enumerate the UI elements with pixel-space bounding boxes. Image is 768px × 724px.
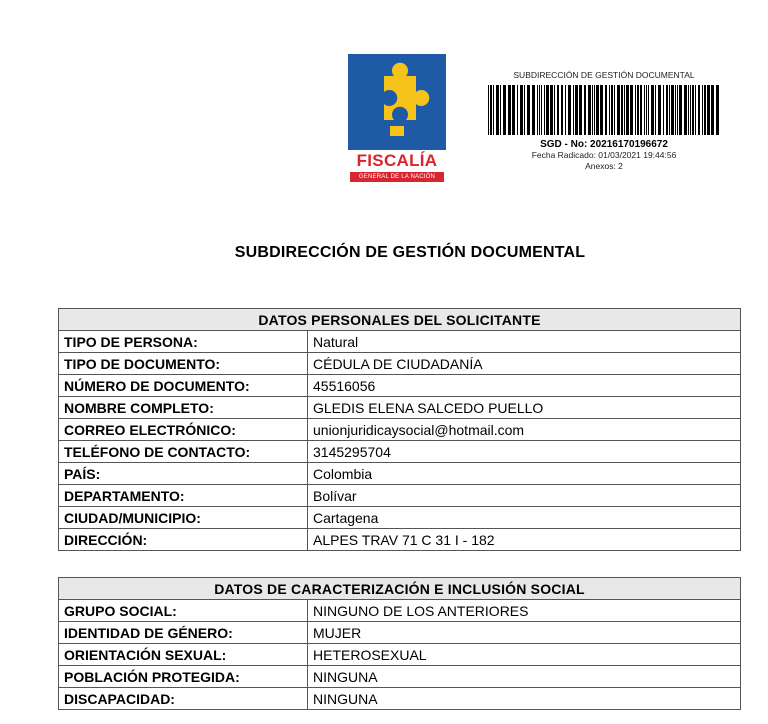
barcode-bar xyxy=(594,85,595,135)
row-label: DEPARTAMENTO: xyxy=(59,485,308,507)
barcode-bar xyxy=(557,85,559,135)
row-value: NINGUNO DE LOS ANTERIORES xyxy=(308,600,741,622)
barcode-bar xyxy=(503,85,506,135)
row-label: DIRECCIÓN: xyxy=(59,529,308,551)
table-row xyxy=(59,463,741,485)
barcode-bar xyxy=(702,85,703,135)
row-label: CORREO ELECTRÓNICO: xyxy=(59,419,308,441)
row-value: Natural xyxy=(308,331,741,353)
barcode-bar xyxy=(655,85,656,135)
barcode-bar xyxy=(539,85,540,135)
barcode-bar xyxy=(584,85,586,135)
barcode-bar xyxy=(488,85,489,135)
barcode-bar xyxy=(617,85,620,135)
barcode-bar xyxy=(605,85,607,135)
row-value: NINGUNA xyxy=(308,688,741,710)
row-value: MUJER xyxy=(308,622,741,644)
barcode-bar xyxy=(716,85,719,135)
puzzle-icon xyxy=(362,62,432,142)
table-row xyxy=(59,622,741,644)
row-value: GLEDIS ELENA SALCEDO PUELLO xyxy=(308,397,741,419)
barcode-bar xyxy=(508,85,511,135)
row-value: HETEROSEXUAL xyxy=(308,644,741,666)
anexos-count: Anexos: 2 xyxy=(585,161,623,171)
barcode-bar xyxy=(573,85,574,135)
barcode-bar xyxy=(575,85,578,135)
barcode-bar xyxy=(688,85,689,135)
row-value: 45516056 xyxy=(308,375,741,397)
logo-blue-panel xyxy=(348,54,446,150)
barcode-bar xyxy=(596,85,599,135)
row-value: 3145295704 xyxy=(308,441,741,463)
row-value: Colombia xyxy=(308,463,741,485)
barcode-bar xyxy=(614,85,615,135)
barcode-bar xyxy=(592,85,593,135)
barcode-bar xyxy=(684,85,687,135)
barcode-bar xyxy=(609,85,610,135)
barcode-bar xyxy=(669,85,670,135)
row-label: NOMBRE COMPLETO: xyxy=(59,397,308,419)
row-value: unionjuridicaysocial@hotmail.com xyxy=(308,419,741,441)
row-label: TELÉFONO DE CONTACTO: xyxy=(59,441,308,463)
barcode-bar xyxy=(666,85,668,135)
barcode-bar xyxy=(679,85,682,135)
barcode-bar xyxy=(493,85,494,135)
logo-name: FISCALÍA xyxy=(356,151,438,170)
barcode-bar xyxy=(490,85,492,135)
barcode-bar xyxy=(635,85,636,135)
page-title: SUBDIRECCIÓN DE GESTIÓN DOCUMENTAL xyxy=(234,244,586,261)
barcode xyxy=(486,85,722,135)
barcode-bar xyxy=(550,85,553,135)
barcode-bar xyxy=(579,85,582,135)
barcode-bar xyxy=(707,85,710,135)
personal-data-header: DATOS PERSONALES DEL SOLICITANTE xyxy=(59,309,741,331)
barcode-bar xyxy=(520,85,523,135)
sgd-number: SGD - No: 20216170196672 xyxy=(540,139,668,150)
row-label: PAÍS: xyxy=(59,463,308,485)
barcode-bar xyxy=(527,85,530,135)
row-label: IDENTIDAD DE GÉNERO: xyxy=(59,622,308,644)
barcode-bar xyxy=(554,85,555,135)
barcode-bar xyxy=(671,85,674,135)
fecha-radicado: Fecha Radicado: 01/03/2021 19:44:56 xyxy=(531,150,677,160)
table-row xyxy=(59,644,741,666)
barcode-bar xyxy=(675,85,676,135)
barcode-bar xyxy=(546,85,549,135)
barcode-bar xyxy=(565,85,566,135)
table-row xyxy=(59,529,741,551)
barcode-bar xyxy=(704,85,706,135)
barcode-bar xyxy=(658,85,661,135)
barcode-bar xyxy=(692,85,694,135)
barcode-bar xyxy=(624,85,625,135)
table-row xyxy=(59,507,741,529)
row-label: NÚMERO DE DOCUMENTO: xyxy=(59,375,308,397)
row-label: TIPO DE DOCUMENTO: xyxy=(59,353,308,375)
barcode-bar xyxy=(524,85,525,135)
barcode-bar xyxy=(695,85,696,135)
row-label: DISCAPACIDAD: xyxy=(59,688,308,710)
barcode-bar xyxy=(600,85,603,135)
barcode-bar xyxy=(637,85,639,135)
barcode-bar xyxy=(651,85,654,135)
table-row xyxy=(59,600,741,622)
table-row xyxy=(59,688,741,710)
barcode-bar xyxy=(644,85,645,135)
barcode-bar xyxy=(532,85,535,135)
barcode-bar xyxy=(496,85,499,135)
barcode-bar xyxy=(517,85,518,135)
social-data-header: DATOS DE CARACTERIZACIÓN E INCLUSIÓN SOCIAL xyxy=(59,578,741,600)
barcode-bar xyxy=(711,85,714,135)
row-label: CIUDAD/MUNICIPIO: xyxy=(59,507,308,529)
personal-data-table xyxy=(58,308,741,551)
row-value: CÉDULA DE CIUDADANÍA xyxy=(308,353,741,375)
barcode-bar xyxy=(663,85,664,135)
row-value: Bolívar xyxy=(308,485,741,507)
table-row xyxy=(59,666,741,688)
table-row xyxy=(59,419,741,441)
table-row xyxy=(59,397,741,419)
table-row xyxy=(59,353,741,375)
barcode-bar xyxy=(541,85,542,135)
barcode-bar xyxy=(698,85,700,135)
row-label: ORIENTACIÓN SEXUAL: xyxy=(59,644,308,666)
row-value: Cartagena xyxy=(308,507,741,529)
barcode-bar xyxy=(626,85,629,135)
table-row xyxy=(59,485,741,507)
barcode-bar xyxy=(512,85,515,135)
fiscalia-logo xyxy=(348,54,446,184)
row-label: POBLACIÓN PROTEGIDA: xyxy=(59,666,308,688)
barcode-bar xyxy=(561,85,563,135)
barcode-bar xyxy=(630,85,633,135)
barcode-bar xyxy=(677,85,678,135)
logo-subtitle: GENERAL DE LA NACIÓN xyxy=(350,172,444,182)
barcode-bar xyxy=(648,85,649,135)
table-row xyxy=(59,441,741,463)
barcode-bar xyxy=(611,85,613,135)
barcode-bar xyxy=(544,85,545,135)
social-data-table xyxy=(58,577,741,710)
barcode-bar xyxy=(537,85,538,135)
row-value: NINGUNA xyxy=(308,666,741,688)
barcode-bar xyxy=(588,85,591,135)
barcode-bar xyxy=(690,85,691,135)
row-label: GRUPO SOCIAL: xyxy=(59,600,308,622)
barcode-title: SUBDIRECCIÓN DE GESTIÓN DOCUMENTAL xyxy=(513,70,695,80)
barcode-bar xyxy=(621,85,623,135)
barcode-block xyxy=(484,70,724,172)
barcode-bar xyxy=(640,85,642,135)
table-row xyxy=(59,331,741,353)
row-label: TIPO DE PERSONA: xyxy=(59,331,308,353)
barcode-bar xyxy=(500,85,501,135)
barcode-bar xyxy=(568,85,571,135)
row-value: ALPES TRAV 71 C 31 I - 182 xyxy=(308,529,741,551)
table-row xyxy=(59,375,741,397)
barcode-bar xyxy=(646,85,647,135)
